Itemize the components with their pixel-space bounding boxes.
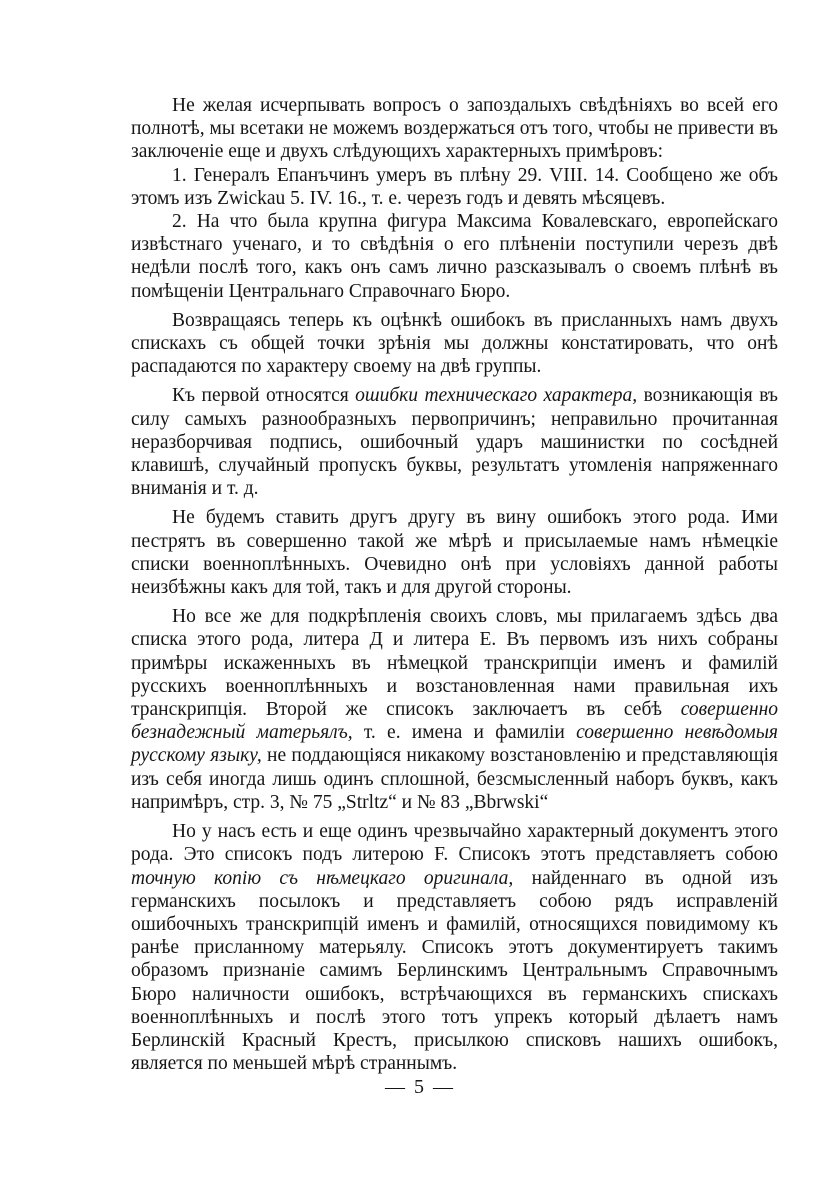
italic-phrase: совершенно невѣдомыя русскому языку, <box>131 722 778 767</box>
text-run: Къ первой относятся <box>172 385 356 407</box>
text-run: т. е. имена и фамиліи <box>352 722 577 744</box>
paragraph-example-2: 2. На что была крупна фигура Максима Ковалевскаго, европейскаго извѣстнаго ученаго, и то свѣдѣнія о его плѣненіи поступили черезъ двѣ недѣли послѣ того, какъ онъ самъ лично разсказывалъ о своемъ плѣнѣ въ помѣщеніи Центральнаго Справочнаго Бюро. <box>131 211 778 302</box>
italic-phrase: ошибки техническаго характера, <box>355 385 638 407</box>
paragraph-blame: Не будемъ ставить другъ другу въ вину ошибокъ этого рода. Ими пестрятъ въ совершенно такой же мѣрѣ и присылаемые намъ нѣмецкіе списки военноплѣнныхъ. Очевидно онѣ при условіяхъ данной работы неизбѣжны какъ для той, такъ и для другой стороны. <box>131 507 778 599</box>
page-number: — 5 — <box>385 1076 455 1098</box>
text-column <box>131 94 778 1081</box>
text-run: не поддающіяся никакому возстановленію и представляющія изъ себя иногда лишь одинъ сплошной, безсмысленный наборъ буквъ, какъ напримѣръ, стр. 3, № 75 „Strltz“ и № 83 „Bbrwski“ <box>131 745 778 813</box>
paragraph-returning: Возвращаясь теперь къ оцѣнкѣ ошибокъ въ присланныхъ намъ двухъ спискахъ съ общей точки зрѣнія мы должны констатировать, что онѣ распадаются по характеру своему на двѣ группы. <box>131 309 778 378</box>
paragraph-lists <box>131 605 778 814</box>
italic-phrase: точную копію съ нѣмецкаго оригинала, <box>131 867 514 889</box>
paragraph-document-f <box>131 820 778 1075</box>
paragraph-first-group <box>131 384 778 500</box>
text-run: Но все же для подкрѣпленія своихъ словъ, мы прилагаемъ здѣсь два списка этого рода, литера Д и литера Е. Въ первомъ изъ нихъ собраны примѣры искаженныхъ въ нѣмецкой транскрипціи именъ и фамилій русскихъ военноплѣнныхъ и возстановленная нами правильная ихъ транскрипція. Второй же списокъ заключаетъ въ себѣ <box>131 606 778 721</box>
paragraph-example-1: 1. Генералъ Епанъчинъ умеръ въ плѣну 29. VIII. 14. Сообщено же объ этомъ изъ Zwickau 5. IV. 16., т. е. черезъ годъ и девять мѣсяцевъ. <box>131 164 778 209</box>
text-run: найденнаго въ одной изъ германскихъ посылокъ и представляетъ собою рядъ исправленій ошибочныхъ транскрипцій именъ и фамилій, относящихся повидимому къ ранѣе присланному матерьялу. Списокъ этотъ документируетъ такимъ образомъ признаніе самимъ Берлинскимъ Центральнымъ Справочнымъ Бюро наличности ошибокъ, встрѣчающихся въ германскихъ спискахъ военноплѣнныхъ и послѣ этого тотъ упрекъ который дѣлаетъ намъ Берлинскій Красный Крестъ, присылкою списковъ нашихъ ошибокъ, является по меньшей мѣрѣ страннымъ. <box>131 867 778 1075</box>
text-run: Но у насъ есть и еще одинъ чрезвычайно характерный документъ этого рода. Это списокъ подъ литерою F. Списокъ этотъ представляетъ собою <box>131 821 778 866</box>
paragraph-intro: Не желая исчерпывать вопросъ о запоздалыхъ свѣдѣніяхъ во всей его полнотѣ, мы всетаки не можемъ воздержаться отъ того, чтобы не привести въ заключеніе еще и двухъ слѣдующихъ характерныхъ примѣровъ: <box>131 95 778 163</box>
text-run: возникающія въ силу самыхъ разнообразныхъ первопричинъ; неправильно прочитанная неразборчивая подпись, ошибочный ударъ машинистки по сосѣдней клавишѣ, случайный пропускъ буквы, результатъ утомленія напряженнаго вниманія и т. д. <box>131 385 778 500</box>
italic-phrase: совершенно безнадежный матерьялъ, <box>131 699 778 744</box>
